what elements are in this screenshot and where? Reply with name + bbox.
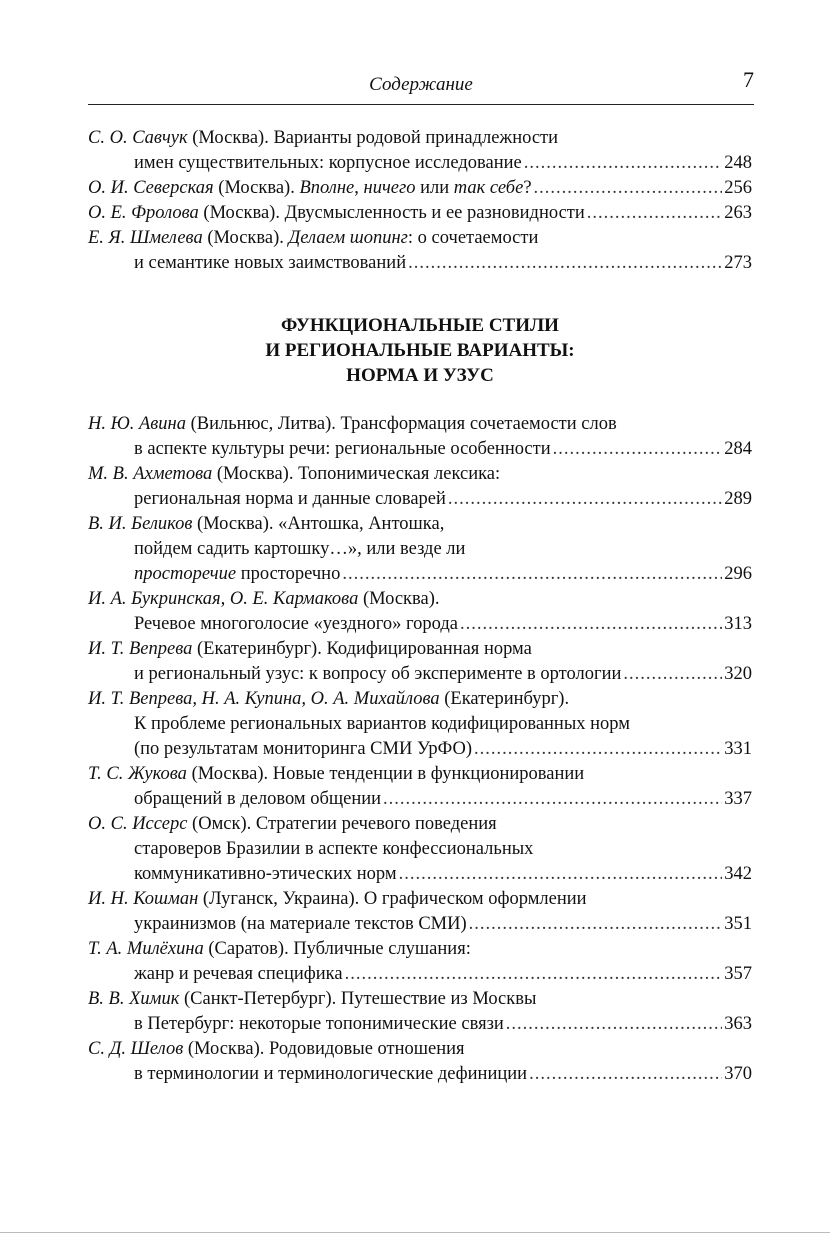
toc-entry: [88, 176, 752, 201]
toc-entry-text: [134, 1012, 504, 1037]
dot-leader: [553, 437, 723, 462]
plain-text: обращений в деловом общении: [134, 789, 382, 809]
toc-entry-text: [88, 1039, 465, 1059]
toc-entry: [88, 762, 752, 812]
toc-entry-line: [88, 1037, 752, 1062]
toc-entry-text: [134, 251, 406, 276]
plain-text: (Вильнюс, Литва). Трансформация сочетаемости слов: [185, 414, 617, 434]
plain-text: пойдем садить картошку…», или везде ли: [134, 539, 466, 559]
italic-text: И. Н. Кошман: [88, 889, 199, 909]
italic-text: С. О. Савчук: [88, 128, 188, 148]
toc-entry-text: [134, 787, 381, 812]
toc-entry-text: [134, 714, 630, 734]
toc-entry: [88, 462, 752, 512]
toc-entry: [88, 937, 752, 987]
plain-text: в аспекте культуры речи: региональные особенности: [134, 439, 551, 459]
plain-text: (Москва). «Антошка, Антошка,: [192, 514, 445, 534]
plain-text: (Москва). Новые тенденции в функционировании: [186, 764, 585, 784]
plain-text: в терминологии и терминологические дефиниции: [134, 1064, 528, 1084]
italic-text: И. Т. Вепрева, Н. А. Купина, О. А. Михайлова: [88, 689, 440, 709]
dot-leader: [448, 487, 722, 512]
bottom-divider: [0, 1232, 830, 1233]
plain-text: : о сочетаемости: [407, 228, 539, 248]
plain-text: (Москва). Топонимическая лексика:: [212, 464, 501, 484]
plain-text: (Омск). Стратегии речевого поведения: [187, 814, 497, 834]
plain-text: староверов Бразилии в аспекте конфессиональных: [134, 839, 534, 859]
toc-entry-line: [88, 201, 752, 226]
italic-text: О. С. Иссерс: [88, 814, 188, 834]
italic-text: Н. Ю. Авина: [88, 414, 186, 434]
plain-text: ?: [523, 178, 532, 198]
italic-text: В. И. Беликов: [88, 514, 193, 534]
toc-page-number: 357: [724, 964, 752, 984]
toc-entry-line: [88, 437, 752, 462]
toc-entry-text: [134, 151, 522, 176]
toc-entry-text: [134, 437, 551, 462]
plain-text: (Екатеринбург). Кодифицированная норма: [192, 639, 532, 659]
toc-entry-text: [134, 737, 472, 762]
toc-entry: [88, 201, 752, 226]
dot-leader: [587, 201, 722, 226]
italic-text: так себе: [453, 178, 524, 198]
toc-entry-line: [88, 687, 752, 712]
toc-entry: [88, 637, 752, 687]
italic-text: Т. А. Милёхина: [88, 939, 204, 959]
toc-entry-text: [88, 514, 444, 534]
italic-text: О. И. Северская: [88, 178, 214, 198]
toc-page-number: 263: [724, 203, 752, 223]
toc-entry-line: [88, 151, 752, 176]
toc-entry-line: [88, 862, 752, 887]
plain-text: имен существительных: корпусное исследование: [134, 153, 522, 173]
plain-text: (Екатеринбург).: [439, 689, 570, 709]
toc-entry: [88, 512, 752, 587]
italic-text: ничего: [363, 178, 416, 198]
italic-text: В. В. Химик: [88, 989, 180, 1009]
toc-entry-line: [88, 837, 752, 862]
plain-text: коммуникативно-этических норм: [134, 864, 397, 884]
dot-leader: [524, 151, 723, 176]
toc-entry-text: [88, 464, 500, 484]
toc-page-number: 313: [724, 614, 752, 634]
toc-entry-text: [134, 487, 446, 512]
toc-entry: [88, 226, 752, 276]
toc-entry-line: [88, 637, 752, 662]
italic-text: Е. Я. Шмелева: [88, 228, 203, 248]
toc-entry-line: [88, 712, 752, 737]
toc-page-number: 256: [724, 178, 752, 198]
toc-entry-text: [88, 889, 587, 909]
plain-text: и семантике новых заимствований: [134, 253, 407, 273]
toc-entry-line: [88, 412, 752, 437]
section-heading-line: НОРМА И УЗУС: [346, 365, 494, 386]
toc-entry-text: [134, 1062, 527, 1087]
toc-entry-line: [88, 737, 752, 762]
toc-entry-text: [134, 962, 343, 987]
page-number: 7: [743, 67, 754, 92]
dot-leader: [469, 912, 723, 937]
section-heading: [88, 313, 752, 388]
toc-entry-line: [88, 612, 752, 637]
toc-entry-line: [88, 176, 752, 201]
italic-text: Т. С. Жукова: [88, 764, 187, 784]
plain-text: ,: [354, 178, 364, 198]
toc-entry-text: [88, 814, 497, 834]
plain-text: (по результатам мониторинга СМИ УрФО): [134, 739, 473, 759]
toc-entry-text: [134, 539, 465, 559]
plain-text: (Луганск, Украина). О графическом оформлении: [198, 889, 587, 909]
toc-entry: [88, 126, 752, 176]
toc-entry-line: [88, 787, 752, 812]
italic-text: Вполне: [299, 178, 355, 198]
toc-entry-text: [88, 414, 617, 434]
running-head: [88, 67, 754, 105]
toc-entries-top: [88, 126, 752, 276]
dot-leader: [408, 251, 722, 276]
plain-text: К проблеме региональных вариантов кодифицированных норм: [134, 714, 630, 734]
toc-entry-text: [88, 589, 440, 609]
dot-leader: [342, 562, 722, 587]
toc-entry-text: [134, 662, 621, 687]
toc-entry-line: [88, 762, 752, 787]
dot-leader: [460, 612, 722, 637]
plain-text: украинизмов (на материале текстов СМИ): [134, 914, 467, 934]
toc-entry-line: [88, 587, 752, 612]
dot-leader: [399, 862, 723, 887]
toc-entry-line: [88, 126, 752, 151]
toc-entry-text: [88, 689, 569, 709]
plain-text: (Москва).: [202, 228, 289, 248]
dot-leader: [474, 737, 722, 762]
toc-entry: [88, 412, 752, 462]
toc-page-number: 289: [724, 489, 752, 509]
toc-page-number: 296: [724, 564, 752, 584]
toc-entry-text: [134, 862, 397, 887]
toc-entry-text: [134, 839, 533, 859]
plain-text: (Москва). Родовидовые отношения: [183, 1039, 465, 1059]
plain-text: (Москва).: [358, 589, 440, 609]
toc-entry-text: [88, 176, 532, 201]
plain-text: в Петербург: некоторые топонимические связи: [134, 1014, 504, 1034]
plain-text: просторечно: [236, 564, 341, 584]
toc-entry-line: [88, 562, 752, 587]
dot-leader: [383, 787, 722, 812]
toc-entry: [88, 812, 752, 887]
dot-leader: [506, 1012, 722, 1037]
section-heading-line: ФУНКЦИОНАЛЬНЫЕ СТИЛИ: [281, 315, 559, 336]
toc-entry-line: [88, 487, 752, 512]
toc-entry-line: [88, 812, 752, 837]
toc-entry-text: [134, 562, 340, 587]
toc-entry-text: [88, 128, 558, 148]
plain-text: или: [415, 178, 454, 198]
toc-entry-line: [88, 887, 752, 912]
plain-text: (Санкт-Петербург). Путешествие из Москвы: [179, 989, 537, 1009]
italic-text: И. А. Букринская, О. Е. Кармакова: [88, 589, 359, 609]
toc-page-number: 273: [724, 253, 752, 273]
italic-text: Делаем шопинг: [288, 228, 408, 248]
toc-entry: [88, 1037, 752, 1087]
toc-entries-bottom: [88, 412, 752, 1087]
toc-page-number: 331: [724, 739, 752, 759]
toc-page-number: 320: [724, 664, 752, 684]
toc-page-number: 337: [724, 789, 752, 809]
toc-page-number: 284: [724, 439, 752, 459]
toc-entry-text: [134, 612, 458, 637]
toc-entry-text: [88, 639, 532, 659]
dot-leader: [529, 1062, 722, 1087]
plain-text: региональная норма и данные словарей: [134, 489, 446, 509]
italic-text: С. Д. Шелов: [88, 1039, 184, 1059]
toc-entry-text: [88, 939, 471, 959]
toc-page-number: 370: [724, 1064, 752, 1084]
italic-text: просторечие: [134, 564, 237, 584]
toc-page-number: 248: [724, 153, 752, 173]
toc-page-number: 351: [724, 914, 752, 934]
toc-page-number: 342: [724, 864, 752, 884]
plain-text: Речевое многоголосие «уездного» города: [134, 614, 458, 634]
toc-entry: [88, 987, 752, 1037]
toc-entry-line: [88, 537, 752, 562]
toc-entry-line: [88, 226, 752, 251]
toc-entry-line: [88, 512, 752, 537]
toc-entry-line: [88, 937, 752, 962]
plain-text: и региональный узус: к вопросу об эксперименте в ортологии: [134, 664, 622, 684]
toc-entry-line: [88, 462, 752, 487]
toc-entry-line: [88, 1062, 752, 1087]
toc-entry-text: [88, 201, 585, 226]
italic-text: М. В. Ахметова: [88, 464, 213, 484]
italic-text: И. Т. Вепрева: [88, 639, 193, 659]
toc-entry-text: [88, 989, 536, 1009]
toc-entry-line: [88, 1012, 752, 1037]
dot-leader: [623, 662, 722, 687]
section-heading-line: И РЕГИОНАЛЬНЫЕ ВАРИАНТЫ:: [265, 340, 575, 361]
toc-entry-text: [134, 912, 467, 937]
toc-entry: [88, 687, 752, 762]
toc-entry: [88, 587, 752, 637]
toc-entry-text: [88, 228, 538, 248]
dot-leader: [345, 962, 723, 987]
plain-text: (Москва).: [213, 178, 300, 198]
toc-entry-text: [88, 764, 584, 784]
toc-entry: [88, 887, 752, 937]
plain-text: (Саратов). Публичные слушания:: [203, 939, 471, 959]
toc-page-number: 363: [724, 1014, 752, 1034]
italic-text: О. Е. Фролова: [88, 203, 199, 223]
dot-leader: [534, 176, 723, 201]
toc-entry-line: [88, 912, 752, 937]
running-title: Содержание: [369, 74, 473, 95]
plain-text: (Москва). Двусмысленность и ее разновидности: [198, 203, 585, 223]
toc-entry-line: [88, 962, 752, 987]
plain-text: (Москва). Варианты родовой принадлежности: [187, 128, 559, 148]
toc-entry-line: [88, 662, 752, 687]
toc-entry-line: [88, 987, 752, 1012]
plain-text: жанр и речевая специфика: [134, 964, 343, 984]
toc-entry-line: [88, 251, 752, 276]
